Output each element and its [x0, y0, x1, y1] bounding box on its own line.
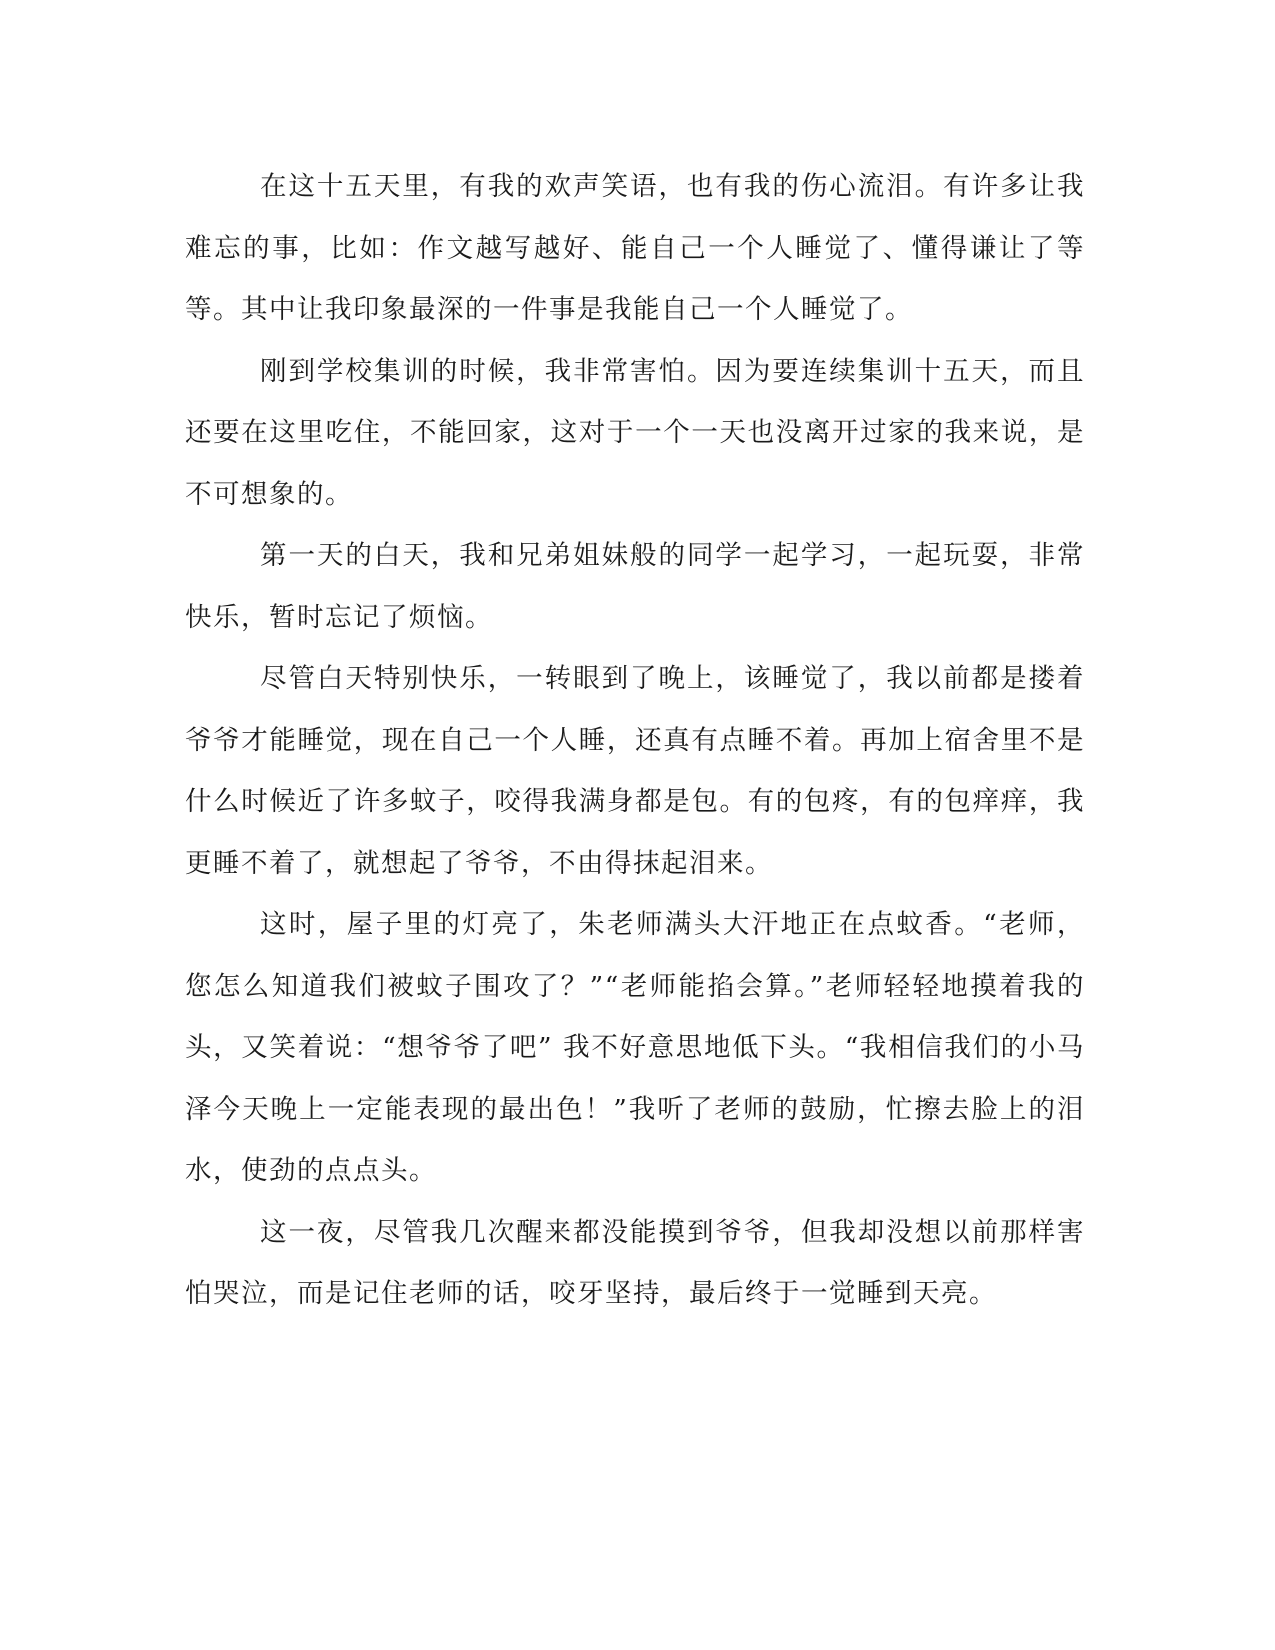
- paragraph-4: 尽管白天特别快乐，一转眼到了晚上，该睡觉了，我以前都是搂着爷爷才能睡觉，现在自己一个人睡，还真有点睡不着。再加上宿舍里不是什么时候近了许多蚊子，咬得我满身都是包。有的包疼，有的包痒痒，我更睡不着了，就想起了爷爷，不由得抹起泪来。: [185, 663, 1085, 879]
- paragraph-3: 第一天的白天，我和兄弟姐妹般的同学一起学习，一起玩耍，非常快乐，暂时忘记了烦恼。: [185, 540, 1085, 633]
- paragraph-1: 在这十五天里，有我的欢声笑语，也有我的伤心流泪。有许多让我难忘的事，比如：作文越写越好、能自己一个人睡觉了、懂得谦让了等等。其中让我印象最深的一件事是我能自己一个人睡觉了。: [185, 171, 1085, 325]
- paragraph-5: 这时，屋子里的灯亮了，朱老师满头大汗地正在点蚊香。“老师，您怎么知道我们被蚊子围攻了？”“老师能掐会算。”老师轻轻地摸着我的头，又笑着说：“想爷爷了吧” 我不好意思地低下头。“我相信我们的小马泽今天晚上一定能表现的最出色！”我听了老师的鼓励，忙擦去脸上的泪水，使劲的点点头。: [185, 909, 1085, 1186]
- paragraph-2: 刚到学校集训的时候，我非常害怕。因为要连续集训十五天，而且还要在这里吃住，不能回家，这对于一个一天也没离开过家的我来说，是不可想象的。: [185, 355, 1085, 510]
- paragraph-6: 这一夜，尽管我几次醒来都没能摸到爷爷，但我却没想以前那样害怕哭泣，而是记住老师的话，咬牙坚持，最后终于一觉睡到天亮。: [185, 1216, 1085, 1309]
- document-body: [185, 156, 1085, 1325]
